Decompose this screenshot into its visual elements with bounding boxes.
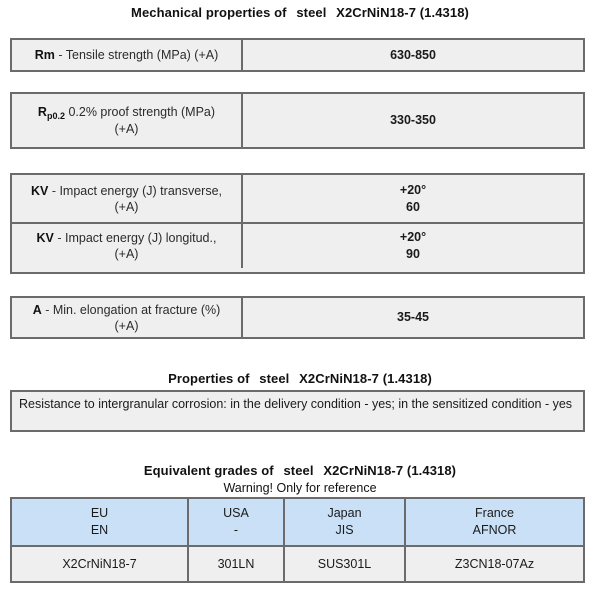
symbol-rp02-base: R (37, 105, 47, 119)
symbol-kv: KV (36, 231, 54, 245)
header-standard: AFNOR (472, 523, 517, 537)
label-dash: - (53, 231, 65, 245)
row-label-kv-transverse (12, 175, 243, 222)
label-dash: - (48, 183, 60, 198)
mechanical-title-prefix: Mechanical properties of (131, 5, 287, 20)
table-row (12, 40, 583, 70)
properties-title (0, 371, 600, 387)
row-label-kv-longitudinal (12, 224, 243, 268)
row-label-text-line2: (+A) (114, 247, 139, 261)
header-cell-france (404, 499, 583, 545)
header-cell-eu (12, 499, 187, 545)
header-country: EU (90, 506, 109, 520)
row-value-rm (243, 40, 583, 70)
header-cell-japan (283, 499, 404, 545)
table-row (12, 94, 583, 147)
symbol-rp02-subscript: p0.2 (46, 111, 65, 121)
grade-cell-eu: X2CrNiN18-7 (12, 547, 187, 581)
row-label-text-line2: (+A) (114, 199, 139, 214)
properties-description-box (10, 390, 585, 432)
table-row (12, 545, 583, 581)
header-standard: - (233, 523, 239, 537)
table-row (12, 222, 583, 268)
row-label-rp02 (12, 94, 243, 147)
header-country: Japan (327, 506, 362, 520)
label-dash: - (41, 302, 53, 317)
equivalent-grades-title (0, 463, 600, 479)
value-text: 35-45 (397, 310, 429, 324)
label-dash: - (54, 48, 66, 62)
value-energy: 90 (406, 247, 420, 261)
header-standard: EN (90, 523, 109, 537)
table-proof-strength (10, 92, 585, 149)
equivalent-grades-table (10, 497, 585, 583)
value-text: 330-350 (390, 113, 436, 127)
grade-cell-france: Z3CN18-07Az (404, 547, 583, 581)
symbol-rm: Rm (34, 48, 55, 62)
equivalents-title-grade: X2CrNiN18-7 (1.4318) (323, 463, 457, 478)
row-label-text-line2: (+A) (114, 122, 139, 136)
header-country: France (475, 506, 514, 520)
equivalents-title-material: steel (283, 463, 314, 478)
symbol-rp02 (38, 105, 65, 119)
table-elongation (10, 296, 585, 339)
value-temperature: +20° (399, 182, 427, 197)
table-impact-energy (10, 173, 585, 274)
equivalents-title-prefix: Equivalent grades of (143, 463, 274, 478)
header-cell-usa (187, 499, 283, 545)
table-header-row (12, 499, 583, 545)
symbol-kv: KV (30, 183, 49, 198)
table-tensile-strength (10, 38, 585, 72)
row-label-elongation (12, 298, 243, 337)
mechanical-title-grade: X2CrNiN18-7 (1.4318) (336, 5, 469, 20)
header-standard: JIS (335, 523, 354, 537)
properties-description-text: Resistance to intergranular corrosion: in the delivery condition - yes; in the sensitized condition - yes (19, 397, 573, 411)
mechanical-title-material: steel (296, 5, 327, 20)
row-label-text: Min. elongation at fracture (%) (52, 302, 221, 317)
value-energy: 60 (406, 199, 420, 214)
table-row (12, 175, 583, 222)
row-value-elongation (243, 298, 583, 337)
row-label-text-line2: (+A) (114, 318, 139, 333)
header-country: USA (223, 506, 249, 520)
row-value-kv-longitudinal (243, 224, 583, 268)
equivalent-grades-warning: Warning! Only for reference (223, 481, 377, 495)
row-value-rp02 (243, 94, 583, 147)
row-label-text: Impact energy (J) longitud., (65, 231, 217, 245)
value-temperature: +20° (399, 230, 427, 244)
row-label-rm (12, 40, 243, 70)
row-label-text: Tensile strength (MPa) (+A) (65, 48, 219, 62)
properties-title-grade: X2CrNiN18-7 (1.4318) (299, 371, 432, 386)
row-label-text: Impact energy (J) transverse, (59, 183, 223, 198)
table-row (12, 298, 583, 337)
row-value-kv-transverse (243, 175, 583, 222)
properties-title-prefix: Properties of (168, 371, 250, 386)
properties-title-material: steel (259, 371, 290, 386)
grade-cell-japan: SUS301L (283, 547, 404, 581)
value-text: 630-850 (390, 47, 436, 62)
row-label-text: 0.2% proof strength (MPa) (68, 105, 216, 119)
symbol-a: A (32, 302, 42, 317)
mechanical-properties-title (0, 5, 600, 21)
grade-cell-usa: 301LN (187, 547, 283, 581)
